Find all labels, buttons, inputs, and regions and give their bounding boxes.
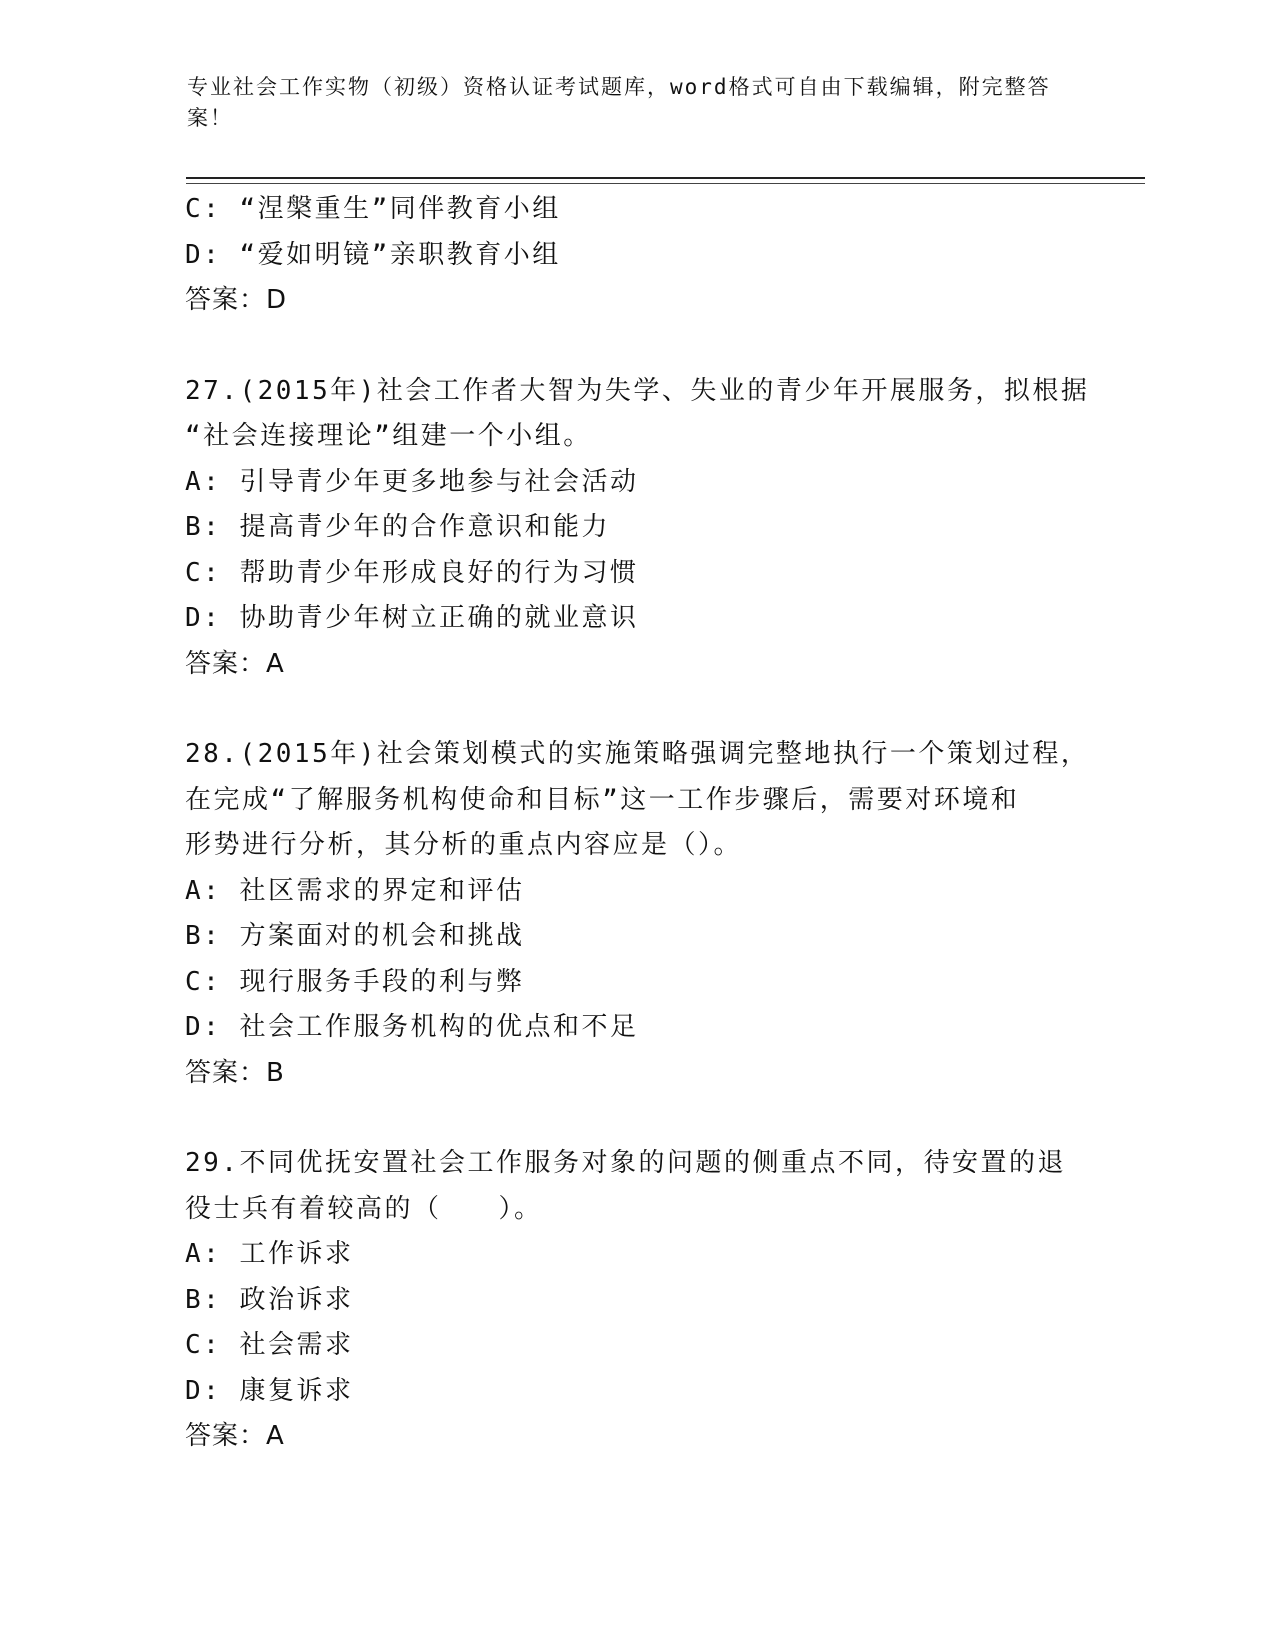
question-29 [185, 1141, 1085, 1460]
option-d: D: 协助青少年树立正确的就业意识 [185, 603, 639, 633]
header-rule-thick [186, 177, 1145, 179]
continued-question [185, 187, 1085, 324]
option-b: B: 方案面对的机会和挑战 [185, 921, 525, 951]
answer-line: 答案：A [185, 648, 285, 679]
question-27 [185, 369, 1090, 688]
header-rule-thin [186, 183, 1145, 184]
question-text-line: 28.(2015年)社会策划模式的实施策略强调完整地执行一个策划过程， [185, 739, 1090, 769]
page-header: 专业社会工作实物（初级）资格认证考试题库，word格式可自由下载编辑，附完整答案！ [187, 75, 1051, 130]
question-text-line: 形势进行分析，其分析的重点内容应是（）。 [185, 830, 743, 860]
option-b: B: 政治诉求 [185, 1284, 354, 1315]
option-c: C: 帮助青少年形成良好的行为习惯 [185, 557, 639, 588]
option-a: A: 工作诉求 [185, 1239, 354, 1269]
answer-line: 答案：B [185, 1057, 285, 1088]
option-a: A: 社区需求的界定和评估 [185, 875, 525, 906]
option-d: D: “爱如明镜”亲职教育小组 [185, 239, 561, 270]
question-text-line: 29.不同优抚安置社会工作服务对象的问题的侧重点不同，待安置的退 [185, 1148, 1066, 1178]
question-28 [185, 732, 1090, 1096]
question-text-line: 役士兵有着较高的（ ）。 [185, 1193, 543, 1224]
option-b: B: 提高青少年的合作意识和能力 [185, 512, 610, 542]
option-c: C: 社会需求 [185, 1330, 354, 1360]
question-text-line: 在完成“了解服务机构使命和目标”这一工作步骤后，需要对环境和 [185, 784, 1020, 815]
question-content [185, 187, 1090, 1460]
option-c: C: 现行服务手段的利与弊 [185, 966, 525, 997]
answer-line: 答案：D [185, 285, 288, 315]
question-text-line: “社会连接理论”组建一个小组。 [185, 421, 592, 451]
option-d: D: 康复诉求 [185, 1375, 354, 1406]
option-d: D: 社会工作服务机构的优点和不足 [185, 1012, 639, 1042]
option-a: A: 引导青少年更多地参与社会活动 [185, 466, 639, 497]
option-c: C: “涅槃重生”同伴教育小组 [185, 194, 561, 224]
question-text-line: 27.(2015年)社会工作者大智为失学、失业的青少年开展服务，拟根据 [185, 375, 1090, 406]
answer-line: 答案：A [185, 1421, 285, 1451]
